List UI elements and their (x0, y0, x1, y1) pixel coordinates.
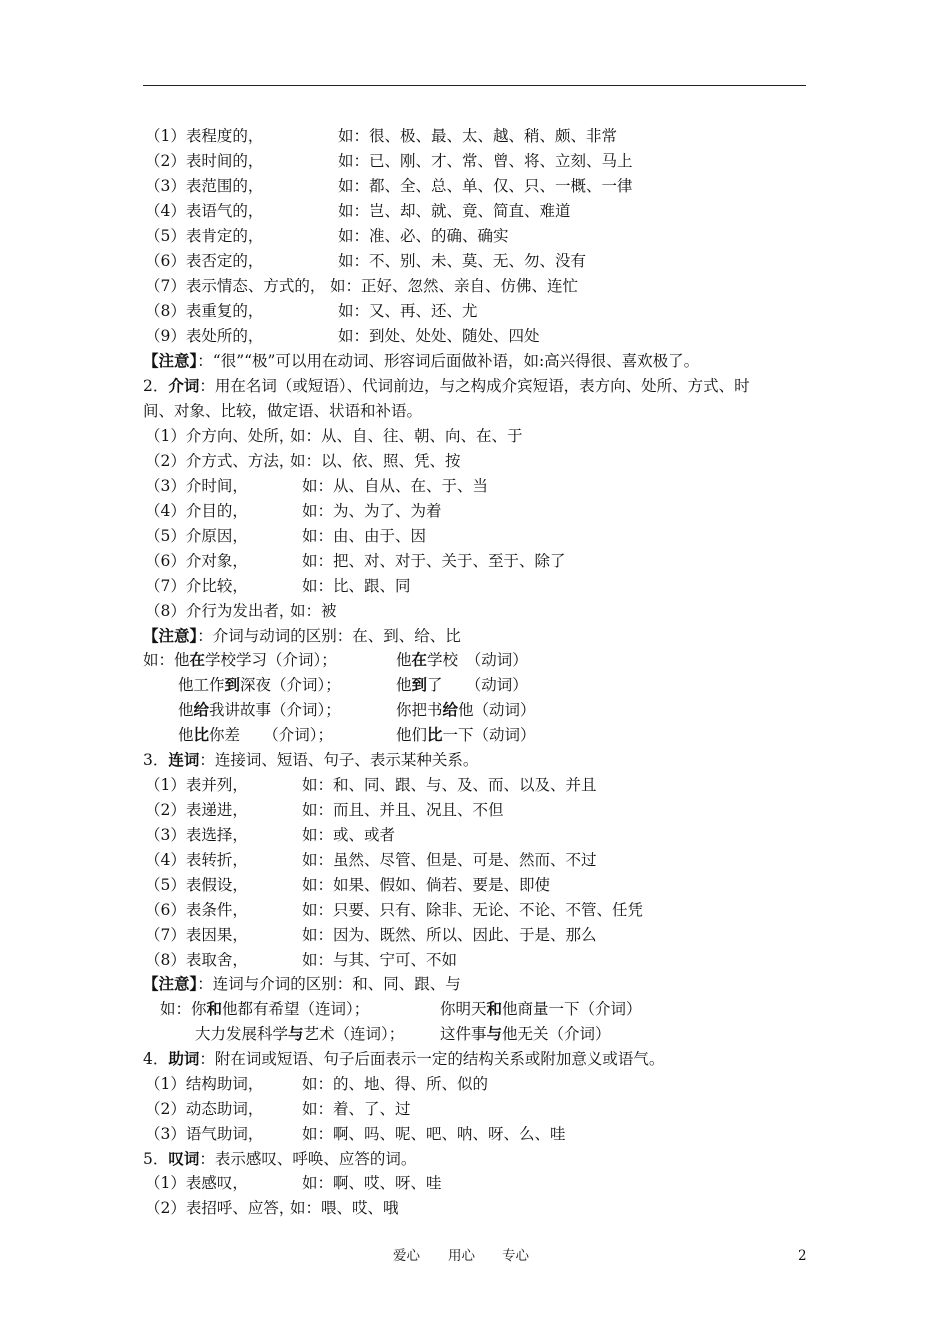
footer-word: 爱心 (393, 1248, 420, 1264)
footer-word: 用心 (448, 1248, 475, 1264)
term: 助词 (168, 1050, 200, 1068)
note-text: ：连词与介词的区别：和、同、跟、与 (197, 975, 461, 993)
footer-word: 专心 (502, 1248, 529, 1264)
note-label: 【注意】 (143, 352, 198, 370)
page-number: 2 (798, 1248, 807, 1264)
note-label: 【注意】 (143, 627, 198, 645)
note-text: ：“很”“极”可以用在动词、形容词后面做补语，如:高兴得很、喜欢极了。 (197, 352, 700, 370)
note-label: 【注意】 (143, 975, 198, 993)
term: 连词 (168, 751, 200, 769)
header-rule (143, 85, 806, 86)
note-text: ：介词与动词的区别：在、到、给、比 (197, 627, 461, 645)
term: 叹词 (168, 1150, 200, 1168)
term: 介词 (168, 377, 200, 395)
